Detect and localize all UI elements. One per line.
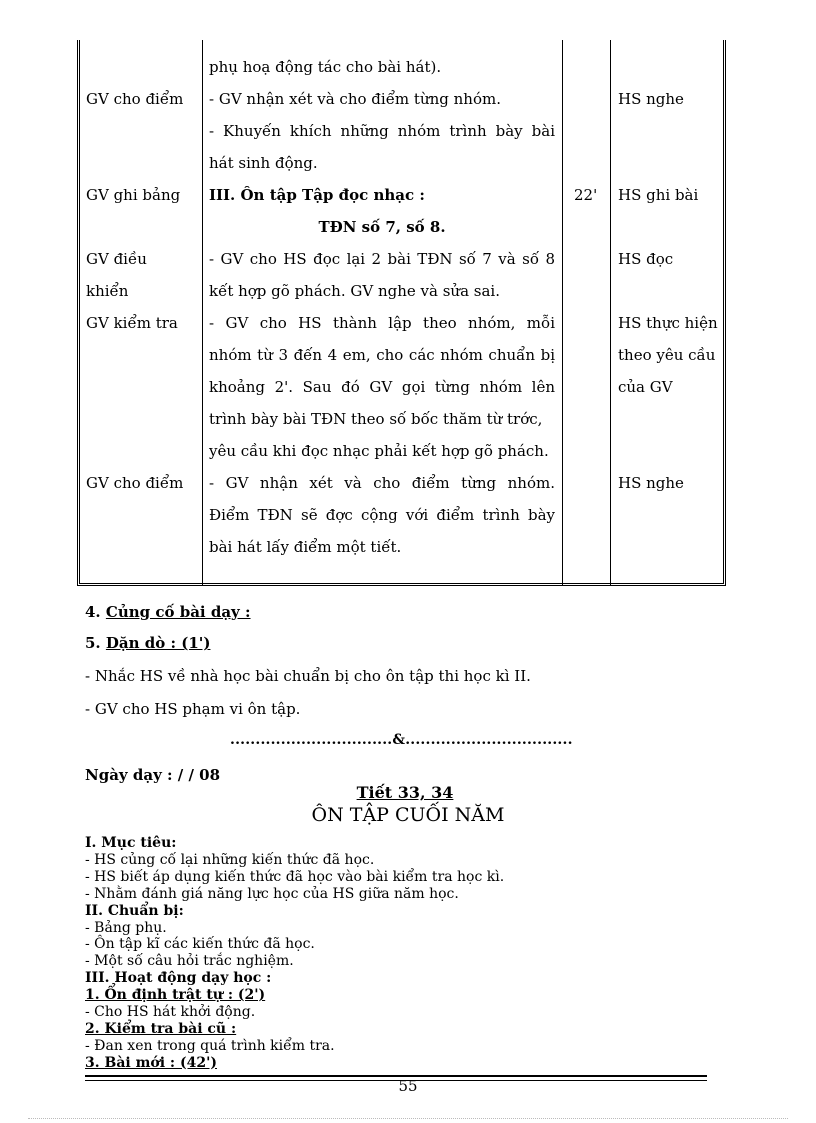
outline-heading: III. Hoạt động dạy học : xyxy=(85,970,272,987)
content-cell: - GV cho HS đọc lại 2 bài TĐN số 7 và số 8 xyxy=(209,250,555,268)
student-cell: HS thực hiện xyxy=(618,314,718,332)
outline-heading: 3. Bài mới : (42') xyxy=(85,1054,217,1071)
separator-line: ................................&................................. xyxy=(230,732,573,748)
student-cell: theo yêu cầu xyxy=(618,346,716,364)
content-cell: bài hát lấy điểm một tiết. xyxy=(209,538,402,556)
time-cell: 22' xyxy=(574,186,598,204)
student-cell: HS ghi bài xyxy=(618,186,699,204)
content-cell: - Khuyến khích những nhóm trình bày bài xyxy=(209,122,555,140)
page-number: 55 xyxy=(398,1077,418,1095)
content-cell: yêu cầu khi đọc nhạc phải kết hợp gõ phách. xyxy=(209,442,549,460)
outline-item: - Bảng phụ. xyxy=(85,919,167,936)
outline-heading: II. Chuẩn bị: xyxy=(85,902,184,919)
content-cell: khoảng 2'. Sau đó GV gọi từng nhóm lên xyxy=(209,378,555,396)
activity-cell: GV điều xyxy=(86,250,147,268)
student-cell: của GV xyxy=(618,378,673,396)
student-cell: HS nghe xyxy=(618,474,684,492)
activity-cell: GV cho điểm xyxy=(86,474,184,492)
content-cell: TĐN số 7, số 8. xyxy=(318,218,446,236)
note-line: - Nhắc HS về nhà học bài chuẩn bị cho ôn tập thi học kì II. xyxy=(85,667,531,685)
student-cell: HS đọc xyxy=(618,250,674,268)
activity-cell: khiển xyxy=(86,282,129,300)
outline-item: - Ôn tập kĩ các kiến thức đã học. xyxy=(85,936,315,953)
content-cell: Điểm TĐN sẽ đợc cộng với điểm trình bày xyxy=(209,506,555,524)
content-cell: phụ hoạ động tác cho bài hát). xyxy=(209,58,442,76)
outline-heading: 2. Kiểm tra bài cũ : xyxy=(85,1020,237,1037)
outline-item: - Nhằm đánh giá năng lực học của HS giữa năm học. xyxy=(85,885,459,902)
outline-item: - Cho HS hát khởi động. xyxy=(85,1004,256,1020)
content-cell: nhóm từ 3 đến 4 em, cho các nhóm chuẩn bị xyxy=(209,346,555,364)
outline-heading: I. Mục tiêu: xyxy=(85,835,177,851)
date-line: Ngày dạy : / / 08 xyxy=(85,766,221,784)
section-4-heading: 4. Củng cố bài dạy : xyxy=(85,603,251,621)
lesson-period: Tiết 33, 34 xyxy=(356,783,454,802)
table-divider xyxy=(202,40,203,585)
activity-cell: GV kiểm tra xyxy=(86,314,178,332)
content-cell: - GV nhận xét và cho điểm từng nhóm. xyxy=(209,90,501,108)
page-edge xyxy=(28,1118,788,1119)
content-cell: - GV nhận xét và cho điểm từng nhóm. xyxy=(209,474,555,492)
content-cell: kết hợp gõ phách. GV nghe và sửa sai. xyxy=(209,282,500,300)
note-line: - GV cho HS phạm vi ôn tập. xyxy=(85,700,301,718)
lesson-title: ÔN TẬP CUỐI NĂM xyxy=(311,804,505,826)
student-cell: HS nghe xyxy=(618,90,684,108)
table-divider xyxy=(610,40,611,585)
outline-item: - Một số câu hỏi trắc nghiệm. xyxy=(85,953,294,970)
outline-heading: 1. Ổn định trật tự : (2') xyxy=(85,987,266,1004)
content-cell: III. Ôn tập Tập đọc nhạc : xyxy=(209,186,425,204)
content-cell: trình bày bài TĐN theo số bốc thăm từ trớc, xyxy=(209,410,543,428)
outline-item: - HS biết áp dụng kiến thức đã học vào bài kiểm tra học kì. xyxy=(85,868,505,885)
table-divider xyxy=(562,40,563,585)
outline-item: - Đan xen trong quá trình kiểm tra. xyxy=(85,1037,335,1054)
content-cell: hát sinh động. xyxy=(209,154,318,172)
activity-cell: GV ghi bảng xyxy=(86,186,181,204)
content-cell: - GV cho HS thành lập theo nhóm, mỗi xyxy=(209,314,555,332)
section-5-heading: 5. Dặn dò : (1') xyxy=(85,634,211,652)
outline-item: - HS củng cố lại những kiến thức đã học. xyxy=(85,851,375,868)
activity-cell: GV cho điểm xyxy=(86,90,184,108)
